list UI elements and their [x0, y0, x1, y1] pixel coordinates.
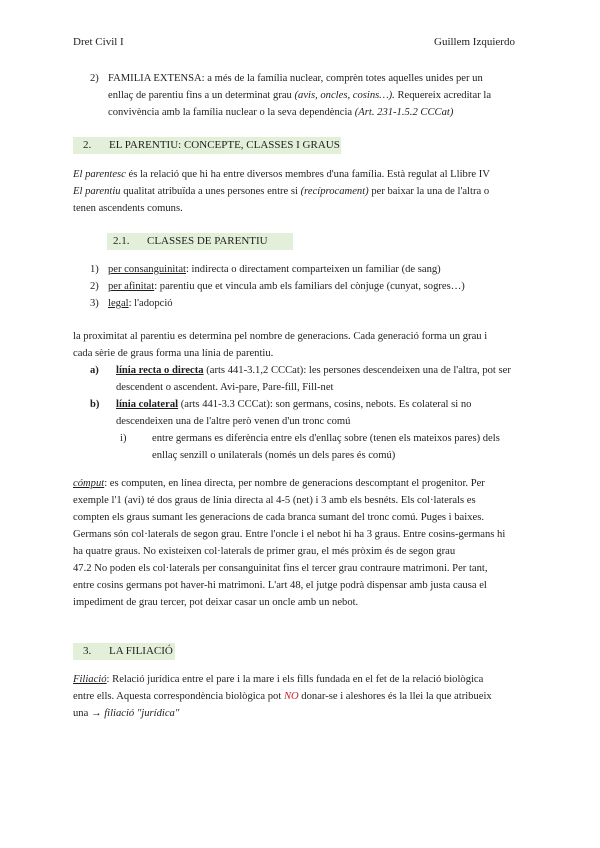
text-line: Filiació: Relació jurídica entre el pare i la mare i els fills fundada en el fet de la relació biològica [73, 674, 484, 685]
text-line: ha quatre graus. No existeixen col·laterals de primer grau, el més pròxim és de segon grau [73, 546, 456, 557]
lines-list [90, 362, 528, 464]
text-line: compten els graus sumant les generacions de cada branca sumant del tronc comú. Puges i baixes. [73, 512, 484, 523]
sub-list-item: i) entre germans es diferència entre els d'enllaç sobre (tenen els mateixos pares) dels enllaç senzill o unilaterals (només un dels pares és comú) [120, 433, 500, 461]
list-item: 3) legal: l'adopció [90, 298, 173, 309]
text-line: una → filiació "jurídica" [73, 708, 180, 719]
text-line: El parentesc és la relació que hi ha entre diversos membres d'una família. Està regulat al Llibre IV [73, 169, 490, 180]
family-extensa-item [90, 70, 528, 121]
text-line: la proximitat al parentiu es determina pel nombre de generacions. Cada generació forma un grau i [73, 331, 488, 342]
section-heading-2 [73, 137, 341, 154]
text-line: convivència amb la família nuclear o la seva dependència (Art. 231-1.5.2 CCCat) [108, 107, 454, 118]
section-number: 3. [83, 645, 92, 657]
section-title: EL PARENTIU: CONCEPTE, CLASSES I GRAUS [109, 139, 340, 151]
section-number: 2.1. [113, 235, 130, 247]
text-line: 47.2 No poden els col·laterals per consanguinitat fins el tercer grau contraure matrimoni. Per tant, [73, 563, 488, 574]
section-number: 2. [83, 139, 92, 151]
list-item: b) línia colateral (arts 441-3.3 CCCat): son germans, cosins, nebots. Es colateral si no descendeixen una de l'altre però venen d'un tronc comú [90, 399, 472, 427]
section-title: CLASSES DE PARENTIU [147, 235, 268, 247]
text-line: tenen ascendents comuns. [73, 203, 183, 214]
header-author: Guillem Izquierdo [434, 36, 515, 48]
text-line: cómput: es computen, en línea directa, per nombre de generacions descomptant el progenitor. Per [73, 478, 485, 489]
classes-list [90, 261, 528, 312]
text-line: entre ells. Aquesta correspondència biològica pot NO donar-se i aleshores és la llei la que atribueix [73, 691, 492, 702]
text-line: El parentiu qualitat atribuïda a unes persones entre si (recíprocament) per baixar la una de l'altra o [73, 186, 490, 197]
list-item: 2) per afinitat: parentiu que et vincula amb els familiars del cònjuge (cunyat, sogres…) [90, 281, 465, 292]
proximity-paragraph [73, 328, 528, 362]
text-line: Germans són col·laterals de segon grau. Entre l'oncle i el nebot hi ha 3 graus. Entre cosins-germans hi [73, 529, 506, 540]
item-text [108, 70, 528, 121]
list-item: a) línia recta o directa (arts 441-3.1,2 CCCat): les persones descendeixen una de l'altra, pot ser descendent o ascendent. Avi-pare, Pare-fill, Fill-net [90, 365, 511, 393]
text-line: impediment de grau tercer, pot deixar casar un oncle amb un nebot. [73, 597, 359, 608]
filiacio-paragraph [73, 671, 528, 722]
list-item: 1) per consanguinitat: indirecta o directament comparteixen un familiar (de sang) [90, 264, 441, 275]
text-line: entre cosins germans pot haver-hi matrimoni. L'art 48, el jutge podrà dispensar amb justa causa el [73, 580, 487, 591]
header-course: Dret Civil I [73, 36, 124, 48]
text-line: cada sèrie de graus forma una línia de parentiu. [73, 348, 274, 359]
section-heading-3 [73, 643, 175, 660]
text-line: enllaç de parentiu fins a un determinat grau (avis, oncles, cosins…). Requereix acreditar la [108, 90, 492, 101]
text-line: FAMILIA EXTENSA: a més de la família nuclear, comprèn totes aquelles unides per un [108, 73, 483, 84]
section-heading-2-1 [107, 233, 293, 250]
parentesc-paragraph [73, 166, 528, 217]
section-title: LA FILIACIÓ [109, 645, 173, 657]
item-number: 2) [90, 73, 99, 84]
text-line: exemple l'1 (avi) té dos graus de línia directa al 4-5 (net) i 3 amb els besnéts. Els col·laterals es [73, 495, 476, 506]
computation-paragraph [73, 475, 528, 611]
